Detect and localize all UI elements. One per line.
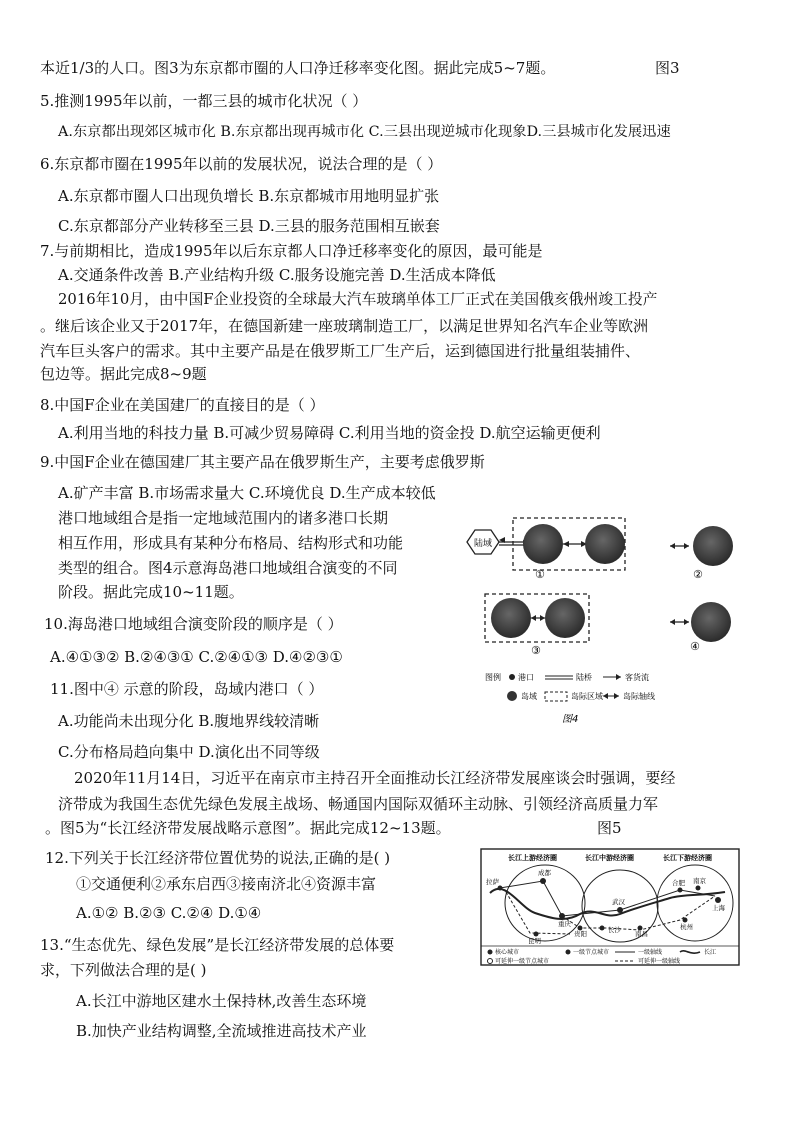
svg-text:①: ①: [535, 568, 545, 581]
land-area-label: 陆域: [473, 539, 493, 549]
svg-text:可延伸一级节点城市: 可延伸一级节点城市: [495, 958, 550, 965]
header-upper: 长江上游经济圈: [508, 854, 557, 862]
figure-4-port-evolution: [455, 510, 745, 725]
question-12: 12.下列关于长江经济带位置优势的说法,正确的是( ): [45, 849, 391, 867]
question-6-options-ab: A.东京都市圈人口出现负增长 B.东京都城市用地明显扩张: [58, 187, 440, 205]
question-10: 10.海岛港口地域组合演变阶段的顺序是（ ）: [44, 615, 343, 633]
svg-text:岛际区域: 岛际区域: [571, 692, 603, 701]
svg-text:一级节点城市: 一级节点城市: [573, 949, 610, 956]
question-13: 13.“生态优先、绿色发展”是长江经济带发展的总体要: [40, 936, 395, 954]
passage-port-line-3: 类型的组合。图4示意海岛港口地域组合演变的不同: [58, 559, 398, 577]
svg-text:图例: 图例: [485, 673, 501, 682]
svg-text:客货流: 客货流: [625, 673, 649, 682]
header-middle: 长江中游经济圈: [585, 854, 634, 862]
island: [545, 598, 585, 638]
island: [491, 598, 531, 638]
city-label: 杭州: [680, 923, 693, 931]
question-9: 9.中国F企业在德国建厂其主要产品在俄罗斯生产，主要考虑俄罗斯: [40, 453, 485, 471]
question-5: 5.推测1995年以前，一都三县的城市化状况（ ）: [40, 92, 368, 110]
panel-3: [485, 594, 589, 657]
question-8: 8.中国F企业在美国建厂的直接目的是（ ）: [40, 396, 325, 414]
question-13-option-b: B.加快产业结构调整,全流域推进高技术产业: [76, 1022, 367, 1040]
svg-text:④: ④: [690, 640, 700, 653]
figure-4-legend: [485, 672, 655, 701]
question-7-options: A.交通条件改善 B.产业结构升级 C.服务设施完善 D.生活成本降低: [58, 266, 496, 284]
passage-port-line-1: 港口地域组合是指一定地域范围内的诸多港口长期: [58, 509, 389, 527]
figure-4-caption: 图4: [562, 714, 579, 725]
header-lower: 长江下游经济圈: [663, 854, 712, 862]
question-12-statements: ①交通便利②承东启西③接南济北④资源丰富: [76, 875, 377, 893]
question-6-options-cd: C.东京都部分产业转移至三县 D.三县的服务范围相互嵌套: [58, 217, 440, 235]
passage-yangtze-line-2: 济带成为我国生态优先绿色发展主战场、畅通国内国际双循环主动脉、引领经济高质量力军: [58, 795, 659, 813]
city-label: 拉萨: [486, 878, 499, 886]
svg-text:岛际轴线: 岛际轴线: [623, 692, 655, 701]
question-13-option-a: A.长江中游地区建水土保持林,改善生态环境: [76, 992, 367, 1010]
svg-text:一级轴线: 一级轴线: [638, 949, 663, 956]
city-label: 昆明: [528, 937, 541, 945]
figure-5-yangtze-map: [480, 848, 740, 966]
svg-text:岛域: 岛域: [521, 692, 537, 701]
text-line: 本近1/3的人口。图3为东京都市圈的人口净迁移率变化图。据此完成5~7题。: [40, 59, 556, 77]
question-11-options-cd: C.分布格局趋向集中 D.演化出不同等级: [58, 743, 320, 761]
city-label: 合肥: [672, 879, 685, 887]
question-10-options: A.④①③② B.②④③① C.②④①③ D.④②③①: [50, 648, 343, 666]
city-label: 上海: [712, 904, 725, 912]
passage-yangtze-line-1: 2020年11月14日，习近平在南京市主持召开全面推动长江经济带发展座谈会时强调，要经: [74, 769, 676, 787]
city-label: 贵阳: [574, 930, 587, 938]
passage-yangtze-line-3: 。图5为“长江经济带发展战略示意图”。据此完成12~13题。: [45, 819, 451, 837]
city-label: 武汉: [612, 898, 625, 906]
figure-5-reference: 图5: [597, 819, 622, 837]
passage-port-line-2: 相互作用，形成具有某种分布格局、结构形式和功能: [58, 534, 404, 552]
city-label: 长沙: [608, 926, 621, 934]
panel-2: [670, 526, 733, 581]
question-7: 7.与前期相比，造成1995年以后东京都人口净迁移率变化的原因，最可能是: [40, 242, 543, 260]
question-12-options: A.①② B.②③ C.②④ D.①④: [76, 904, 262, 922]
svg-text:长江: 长江: [704, 949, 717, 956]
passage-f-line-3: 汽车巨头客户的需求。其中主要产品是在俄罗斯工厂生产后，运到德国进行批量组装捕件、: [40, 342, 641, 360]
question-9-options: A.矿产丰富 B.市场需求量大 C.环境优良 D.生产成本较低: [58, 484, 436, 502]
panel-4: [670, 602, 731, 653]
island: [693, 526, 733, 566]
question-13-continued: 求，下列做法合理的是( ): [40, 961, 207, 979]
svg-text:陆桥: 陆桥: [576, 673, 592, 682]
island: [585, 524, 625, 564]
city-label: 南京: [693, 877, 706, 885]
city-label: 南昌: [635, 930, 648, 938]
city-label: 成都: [538, 869, 551, 877]
island: [523, 524, 563, 564]
island: [691, 602, 731, 642]
figure-3-reference: 图3: [655, 59, 680, 77]
svg-text:③: ③: [531, 644, 541, 657]
svg-text:港口: 港口: [518, 673, 534, 682]
passage-port-line-4: 阶段。据此完成10~11题。: [58, 583, 244, 601]
question-8-options: A.利用当地的科技力量 B.可减少贸易障碍 C.利用当地的资金投 D.航空运输更便利: [58, 424, 601, 442]
svg-text:核心城市: 核心城市: [495, 949, 520, 956]
question-11-options-ab: A.功能尚未出现分化 B.腹地界线较清晰: [58, 712, 320, 730]
passage-f-line-1: 2016年10月，由中国F企业投资的全球最大汽车玻璃单体工厂正式在美国俄亥俄州竣工投产: [58, 291, 658, 308]
svg-text:②: ②: [693, 568, 703, 581]
passage-f-line-2: 。继后该企业又于2017年，在德国新建一座玻璃制造工厂，以满足世界知名汽车企业等欧洲: [40, 317, 649, 335]
svg-text:可延伸一级轴线: 可延伸一级轴线: [638, 958, 681, 965]
question-5-options: A.东京都出现郊区城市化 B.东京都出现再城市化 C.三县出现逆城市化现象D.三县城市化发展迅速: [58, 124, 671, 140]
question-6: 6.东京都市圈在1995年以前的发展状况，说法合理的是（ ）: [40, 155, 443, 173]
city-label: 重庆: [558, 920, 571, 928]
panel-1: [467, 518, 625, 581]
question-11: 11.图中④ 示意的阶段，岛域内港口（ ）: [50, 680, 324, 698]
passage-f-line-4: 包边等。据此完成8~9题: [40, 365, 207, 383]
